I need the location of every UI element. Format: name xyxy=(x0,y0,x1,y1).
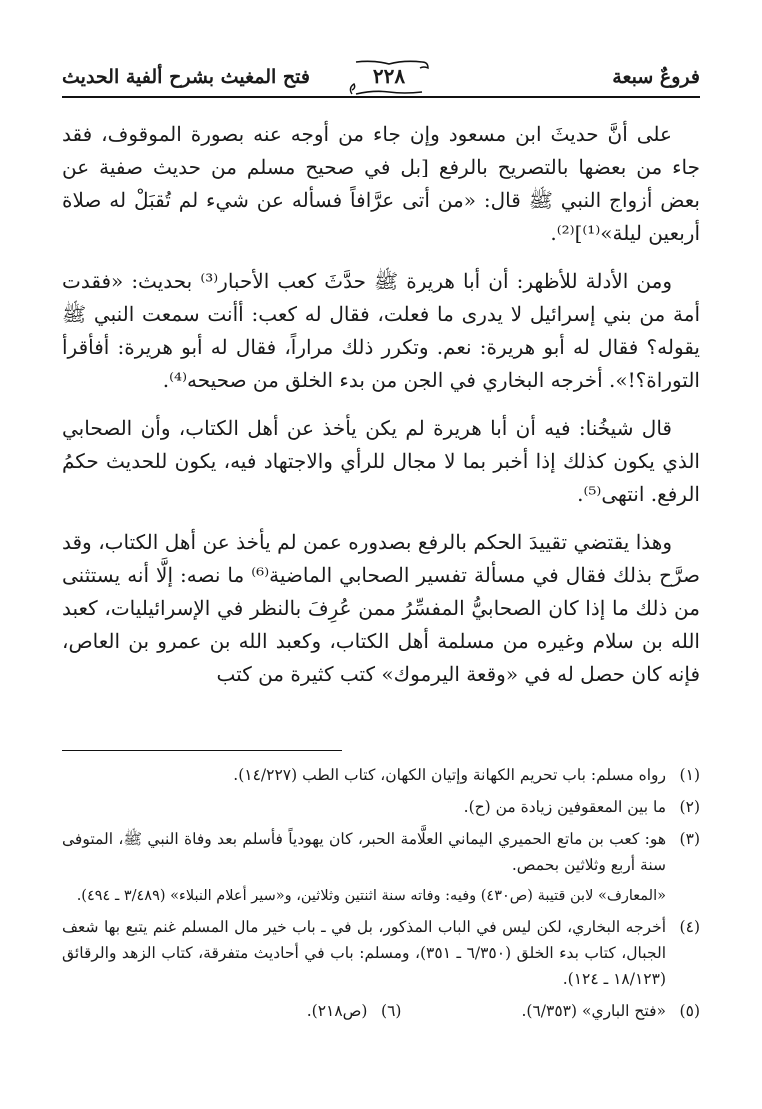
footnote-2 xyxy=(62,794,700,820)
footnote-text: (ص٢١٨). xyxy=(306,1002,368,1020)
footnote-text: رواه مسلم: باب تحريم الكهانة وإتيان الكهان، كتاب الطب (١٤/٢٢٧). xyxy=(233,766,666,784)
footnote-number: (١) xyxy=(679,766,700,784)
running-title-right: فروعٌ سبعة xyxy=(612,66,700,88)
footnote-3 xyxy=(62,826,700,878)
footnote-text: أخرجه البخاري، لكن ليس في الباب المذكور، بل في ـ باب خير مال المسلم غنم يتبع بها شعف الجبال، كتاب بدء الخلق (٦/٣٥٠ ـ ٣٥١)، ومسلم: باب في أحاديث متفرقة، كتاب الزهد والرقائق (١٨/١٢٣ ـ ١٢٤). xyxy=(62,918,666,988)
footnote-5 xyxy=(521,998,700,1024)
footnote-number: (٥) xyxy=(679,1002,700,1020)
footnote-row-5-6 xyxy=(62,998,700,1024)
footnote-3-subnote: «المعارف» لابن قتيبة (ص٤٣٠) وفيه: وفاته سنة اثنتين وثلاثين، و«سير أعلام النبلاء» (٣/٤٨٩ ـ ٤٩٤). xyxy=(76,888,666,904)
page-number: ٢٢٨ xyxy=(372,64,406,88)
footnote-6 xyxy=(307,998,402,1024)
page-number-frame xyxy=(344,58,434,96)
footnote-number: (٢) xyxy=(679,798,700,816)
footnote-text: هو: كعب بن ماتع الحميري اليماني العلَّامة الحبر، كان يهودياً فأسلم بعد وفاة النبي ﷺ، المتوفى سنة أربع وثلاثين بحمص. xyxy=(62,830,666,874)
paragraph-2: ومن الأدلة للأظهر: أن أبا هريرة ﷺ حدَّثَ كعب الأحبار⁽³⁾ بحديث: «فقدت أمة من بني إسرائيل لا يدرى ما فعلت، فقال له كعب: أأنت سمعت النبي ﷺ يقوله؟ فقال له أبو هريرة: نعم. وتكرر ذلك مراراً، فقال له أبو هريرة: أفأقرأ التوراة؟!». أخرجه البخاري في الجن من بدء الخلق من صحيحه⁽⁴⁾. xyxy=(62,269,700,392)
footnote-1 xyxy=(62,762,700,788)
paragraph-4: وهذا يقتضي تقييدَ الحكم بالرفع بصدوره عمن لم يأخذ عن أهل الكتاب، وقد صرَّح بذلك فقال في مسألة تفسير الصحابي الماضية⁽⁶⁾ ما نصه: إلَّا أنه يستثنى من ذلك ما إذا كان الصحابيُّ المفسِّرُ ممن عُرِفَ بالنظر في الإسرائيليات، كعبد الله بن سلام وغيره من مسلمة أهل الكتاب، وكعبد الله بن عمرو بن العاص، فإنه كان حصل له في «وقعة اليرموك» كتب كثيرة من كتب xyxy=(62,530,701,686)
footnote-separator xyxy=(62,750,342,751)
footnotes xyxy=(62,762,700,1024)
footnote-text: ما بين المعقوفين زيادة من (ح). xyxy=(463,798,666,816)
footnote-number: (٣) xyxy=(679,830,700,848)
footnote-number: (٦) xyxy=(381,1002,402,1020)
footnote-text: «فتح الباري» (٦/٣٥٣). xyxy=(521,1002,666,1020)
running-title-left: فتح المغيث بشرح ألفية الحديث xyxy=(62,66,310,88)
paragraph-1: على أنَّ حديثَ ابن مسعود وإن جاء من أوجه عنه بصورة الموقوف، فقد جاء من بعضها بالتصريح بالرفع [بل في صحيح مسلم من حديث صفية عن بعض أزواج النبي ﷺ قال: «من أتى عرَّافاً فسأله عن شيء لم تُقبَلْ له صلاة أربعين ليلة»⁽¹⁾]⁽²⁾. xyxy=(62,122,700,245)
footnote-4 xyxy=(62,914,700,992)
paragraph-3: قال شيخُنا: فيه أن أبا هريرة لم يكن يأخذ عن أهل الكتاب، وأن الصحابي الذي يكون كذلك إذا أخبر بما لا مجال للرأي والاجتهاد فيه، يكون للحديث حكمُ الرفع. انتهى⁽⁵⁾. xyxy=(62,416,700,506)
footnote-number: (٤) xyxy=(679,918,700,936)
page-header xyxy=(62,58,700,98)
header-rule xyxy=(62,96,700,98)
main-text xyxy=(62,118,700,706)
